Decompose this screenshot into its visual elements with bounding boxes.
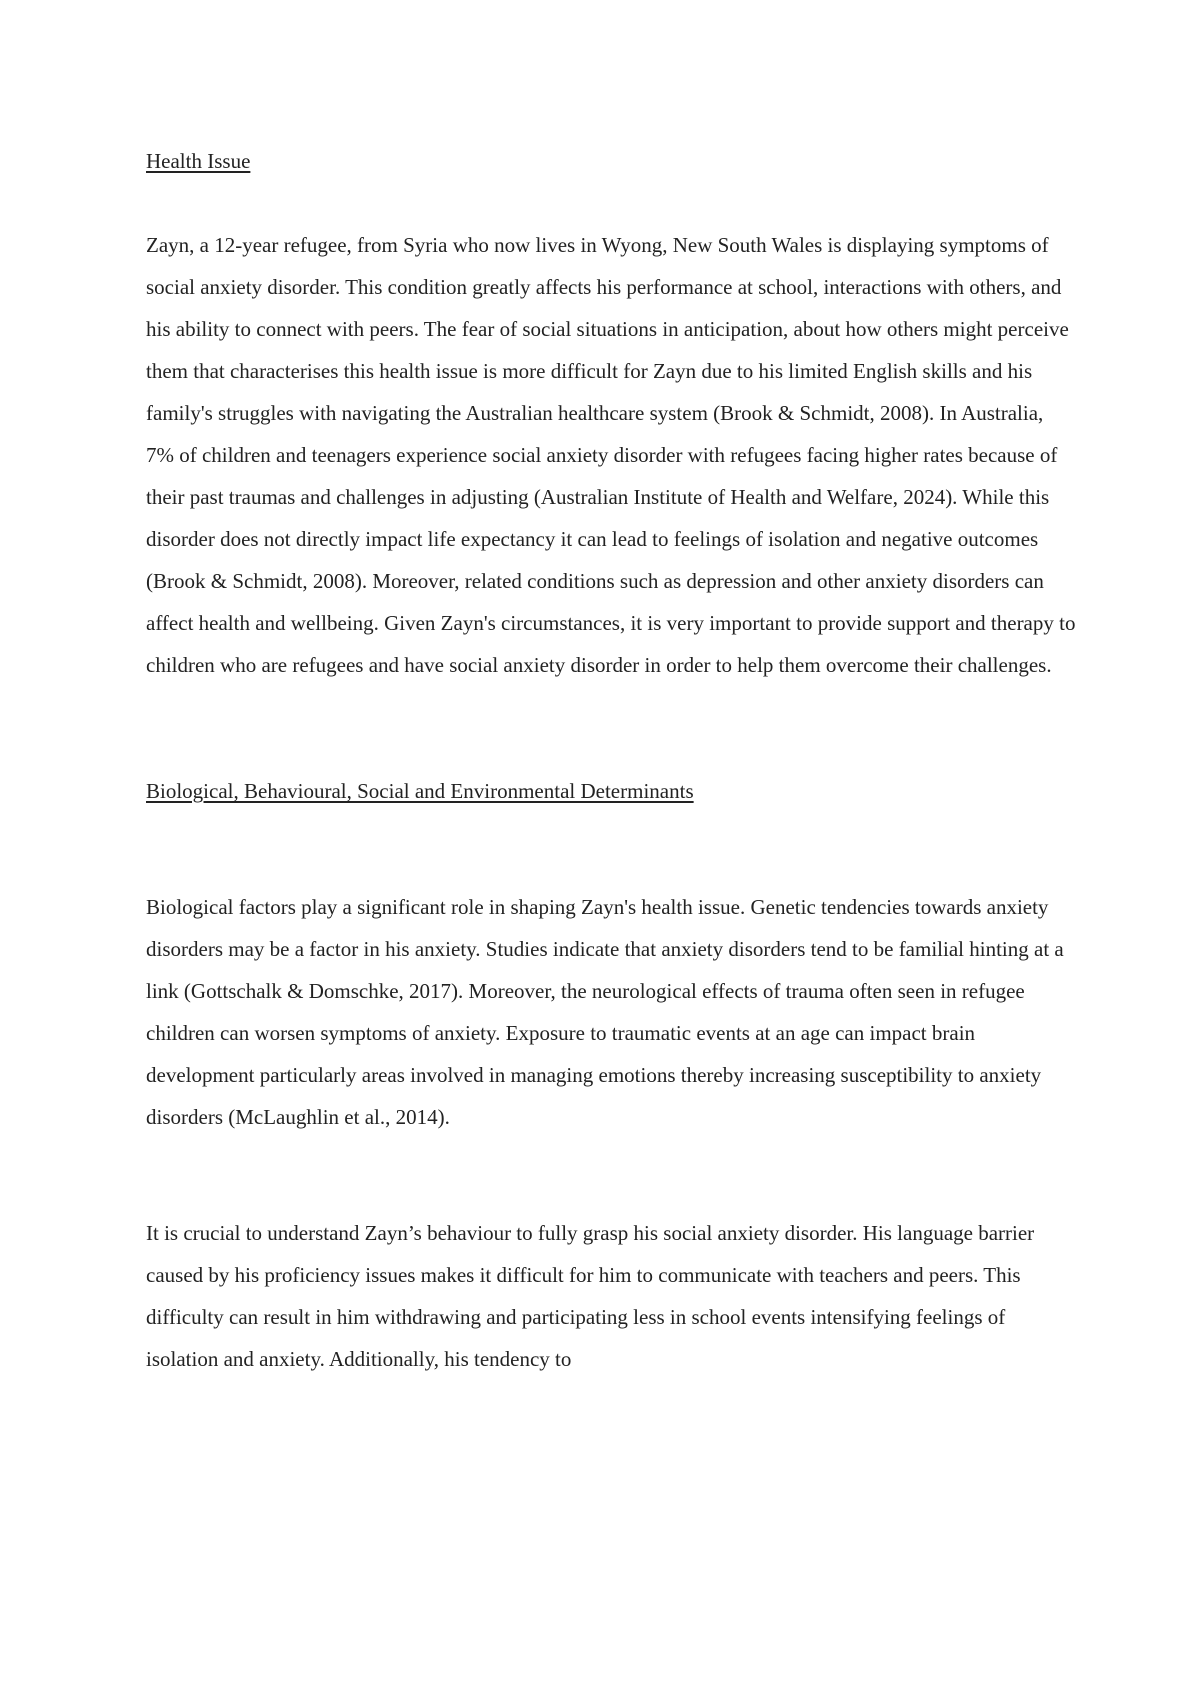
paragraph-health-issue: Zayn, a 12-year refugee, from Syria who now lives in Wyong, New South Wales is displaying symptoms of social anxiety disorder. This condition greatly affects his performance at school, interactions with others, and his ability to connect with peers. The fear of social situations in anticipation, about how others might perceive them that characterises this health issue is more difficult for Zayn due to his limited English skills and his family's struggles with navigating the Australian healthcare system (Brook & Schmidt, 2008). In Australia, 7% of children and teenagers experience social anxiety disorder with refugees facing higher rates because of their past traumas and challenges in adjusting (Australian Institute of Health and Welfare, 2024). While this disorder does not directly impact life expectancy it can lead to feelings of isolation and negative outcomes (Brook & Schmidt, 2008). Moreover, related conditions such as depression and other anxiety disorders can affect health and wellbeing. Given Zayn's circumstances, it is very important to provide support and therapy to children who are refugees and have social anxiety disorder in order to help them overcome their challenges. <box>146 233 1076 677</box>
paragraph-biological-factors: Biological factors play a significant role in shaping Zayn's health issue. Genetic tendencies towards anxiety disorders may be a factor in his anxiety. Studies indicate that anxiety disorders tend to be familial hinting at a link (Gottschalk & Domschke, 2017). Moreover, the neurological effects of trauma often seen in refugee children can worsen symptoms of anxiety. Exposure to traumatic events at an age can impact brain development particularly areas involved in managing emotions thereby increasing susceptibility to anxiety disorders (McLaughlin et al., 2014). <box>146 895 1064 1129</box>
paragraph-behaviour: It is crucial to understand Zayn’s behaviour to fully grasp his social anxiety disorder. His language barrier caused by his proficiency issues makes it difficult for him to communicate with teachers and peers. This difficulty can result in him withdrawing and participating less in school events intensifying feelings of isolation and anxiety. Additionally, his tendency to <box>146 1221 1035 1371</box>
section-heading-health-issue: Health Issue <box>146 149 251 173</box>
document-body <box>146 140 1076 1380</box>
section-heading-determinants: Biological, Behavioural, Social and Environmental Determinants <box>146 779 694 803</box>
